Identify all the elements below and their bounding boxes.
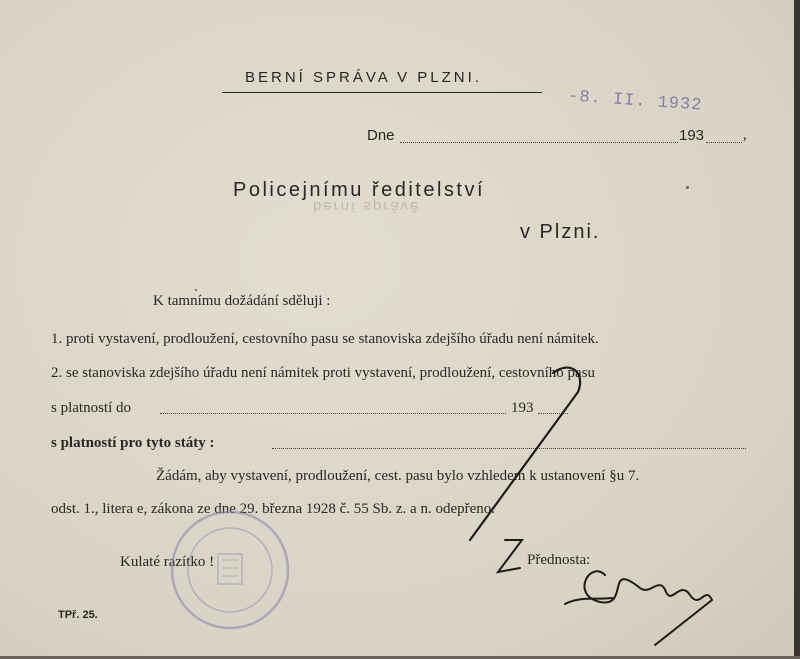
date-year-prefix: 193 (679, 127, 705, 144)
body-item-1: 1. proti vystavení, prodloužení, cestovního pasu se stanoviska zdejšího úřadu není námitek. (51, 331, 599, 347)
date-stamp: -8. II. 1932 (567, 87, 703, 116)
validity-states-label: s platností pro tyto státy : (51, 435, 215, 451)
form-code: TPř. 25. (58, 609, 98, 621)
validity-until-label: s platností do (51, 400, 132, 416)
date-year-dotted-line (706, 142, 742, 143)
office-header: BERNÍ SPRÁVA V PLZNI. (245, 69, 482, 86)
validity-states-dotted-line (272, 448, 746, 449)
validity-year: 193 (511, 400, 534, 416)
validity-year-dotted-line (538, 413, 568, 414)
date-dotted-line (400, 142, 678, 143)
paper-speck (686, 186, 689, 189)
stamp-note: Kulaté razítko ! (120, 554, 215, 570)
body-item-2: 2. se stanoviska zdejšího úřadu není námitek proti vystavení, prodloužení, cestovního pasu (51, 365, 596, 381)
date-label: Dne (367, 127, 395, 144)
header-rule (222, 92, 542, 93)
paper-speck (195, 289, 197, 291)
body-request: Žádám, aby vystavení, prodloužení, cest. pasu bylo vzhledem k ustanovení §u 7. (156, 468, 640, 484)
scan-edge-right (794, 0, 800, 659)
body-law-reference: odst. 1., litera e, zákona ze dne 29. března 1928 č. 55 Sb. z. a n. odepřeno. (51, 501, 496, 517)
date-comma: , (743, 127, 747, 143)
faint-reverse-text: berní správě (313, 198, 421, 215)
validity-until-dotted-line (160, 413, 506, 414)
head-title: Přednosta: (527, 552, 591, 568)
recipient-line-2: v Plzni. (520, 221, 601, 243)
head-signature (565, 571, 712, 645)
body-intro: K tamnímu dožádání sděluji : (153, 293, 331, 309)
za-mark (498, 540, 522, 572)
round-office-stamp (168, 508, 292, 632)
recipient-line-1: Policejnímu ředitelství (233, 179, 486, 201)
